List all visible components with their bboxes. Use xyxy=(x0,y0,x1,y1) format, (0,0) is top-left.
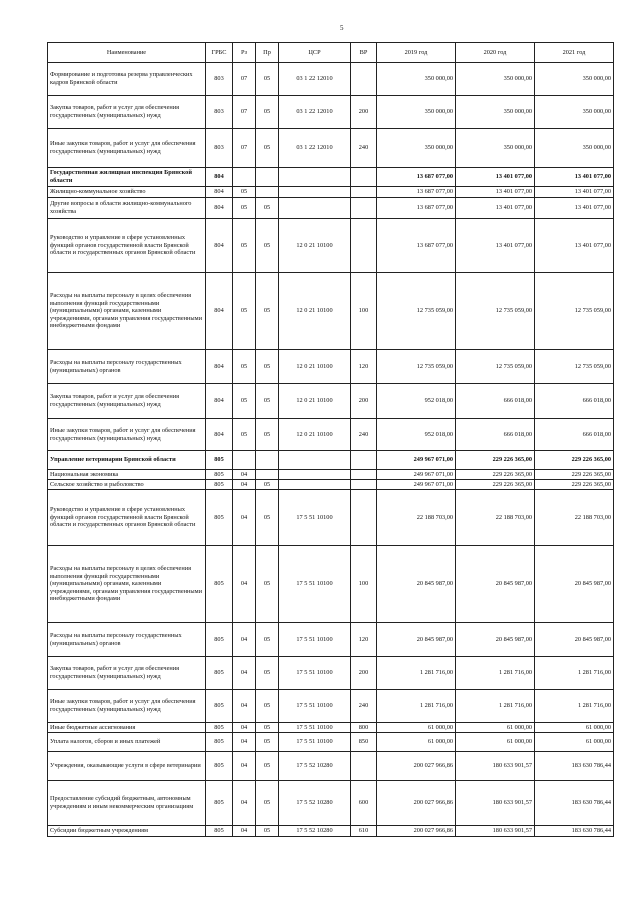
row-amount-2019: 61 000,00 xyxy=(377,733,456,752)
row-csr: 17 5 51 10100 xyxy=(279,546,351,623)
row-rz: 04 xyxy=(233,490,256,546)
row-amount-2021: 229 226 365,00 xyxy=(535,480,614,490)
row-rz: 05 xyxy=(233,350,256,384)
row-vr: 200 xyxy=(351,96,377,129)
table-row xyxy=(48,546,614,623)
row-pr: 05 xyxy=(256,752,279,781)
row-amount-2021: 61 000,00 xyxy=(535,733,614,752)
row-grbs: 805 xyxy=(206,723,233,733)
row-amount-2020: 180 633 901,57 xyxy=(456,826,535,837)
row-name: Формирование и подготовка резерва управленческих кадров Брянской области xyxy=(48,63,206,96)
header-2021: 2021 год xyxy=(535,43,614,63)
row-rz: 07 xyxy=(233,96,256,129)
row-pr xyxy=(256,168,279,187)
row-amount-2019: 350 000,00 xyxy=(377,63,456,96)
row-amount-2021: 1 281 716,00 xyxy=(535,690,614,723)
header-row xyxy=(48,43,614,63)
row-grbs: 804 xyxy=(206,198,233,219)
row-amount-2021: 666 018,00 xyxy=(535,419,614,451)
row-rz: 05 xyxy=(233,273,256,350)
row-csr: 17 5 52 10280 xyxy=(279,826,351,837)
row-grbs: 805 xyxy=(206,733,233,752)
row-csr xyxy=(279,187,351,198)
row-csr: 12 0 21 10100 xyxy=(279,273,351,350)
row-rz: 04 xyxy=(233,470,256,480)
row-amount-2020: 22 188 703,00 xyxy=(456,490,535,546)
row-amount-2019: 61 000,00 xyxy=(377,723,456,733)
row-amount-2021: 350 000,00 xyxy=(535,129,614,168)
row-amount-2019: 13 687 077,00 xyxy=(377,168,456,187)
row-pr: 05 xyxy=(256,96,279,129)
row-vr xyxy=(351,198,377,219)
row-grbs: 805 xyxy=(206,546,233,623)
row-amount-2020: 1 281 716,00 xyxy=(456,690,535,723)
row-amount-2021: 13 401 077,00 xyxy=(535,187,614,198)
row-amount-2020: 180 633 901,57 xyxy=(456,781,535,826)
row-pr xyxy=(256,187,279,198)
row-grbs: 803 xyxy=(206,63,233,96)
row-pr: 05 xyxy=(256,490,279,546)
row-grbs: 805 xyxy=(206,781,233,826)
row-amount-2019: 13 687 077,00 xyxy=(377,198,456,219)
row-grbs: 804 xyxy=(206,384,233,419)
row-grbs: 805 xyxy=(206,490,233,546)
row-name: Закупка товаров, работ и услуг для обеспечения государственных (муниципальных) нужд xyxy=(48,657,206,690)
table-body xyxy=(48,63,614,837)
row-csr: 12 0 21 10100 xyxy=(279,350,351,384)
row-vr: 610 xyxy=(351,826,377,837)
row-amount-2019: 12 735 059,00 xyxy=(377,273,456,350)
row-grbs: 804 xyxy=(206,350,233,384)
row-csr: 17 5 51 10100 xyxy=(279,690,351,723)
table-row xyxy=(48,187,614,198)
row-amount-2020: 350 000,00 xyxy=(456,63,535,96)
row-amount-2020: 350 000,00 xyxy=(456,129,535,168)
row-vr: 600 xyxy=(351,781,377,826)
row-pr: 05 xyxy=(256,384,279,419)
row-rz: 04 xyxy=(233,781,256,826)
row-amount-2020: 1 281 716,00 xyxy=(456,657,535,690)
row-vr: 240 xyxy=(351,690,377,723)
row-name: Руководство и управление в сфере установленных функций органов государственной власти Брянской области и государственных органов Брянской области xyxy=(48,219,206,273)
row-pr xyxy=(256,470,279,480)
row-rz: 05 xyxy=(233,198,256,219)
row-vr xyxy=(351,490,377,546)
row-grbs: 804 xyxy=(206,273,233,350)
row-amount-2020: 229 226 365,00 xyxy=(456,480,535,490)
row-pr: 05 xyxy=(256,546,279,623)
table-row xyxy=(48,733,614,752)
row-vr: 240 xyxy=(351,419,377,451)
row-name: Государственная жилищная инспекция Брянской области xyxy=(48,168,206,187)
row-amount-2021: 183 630 786,44 xyxy=(535,826,614,837)
row-csr xyxy=(279,451,351,470)
row-pr: 05 xyxy=(256,480,279,490)
row-grbs: 805 xyxy=(206,752,233,781)
row-vr xyxy=(351,752,377,781)
row-grbs: 804 xyxy=(206,219,233,273)
row-name: Расходы на выплаты персоналу государственных (муниципальных) органов xyxy=(48,350,206,384)
row-amount-2019: 20 845 987,00 xyxy=(377,546,456,623)
row-amount-2020: 666 018,00 xyxy=(456,419,535,451)
row-vr: 850 xyxy=(351,733,377,752)
row-amount-2020: 13 401 077,00 xyxy=(456,187,535,198)
table-row xyxy=(48,826,614,837)
row-pr: 05 xyxy=(256,657,279,690)
row-grbs: 803 xyxy=(206,129,233,168)
row-amount-2021: 183 630 786,44 xyxy=(535,781,614,826)
row-rz: 04 xyxy=(233,752,256,781)
row-amount-2021: 61 000,00 xyxy=(535,723,614,733)
row-rz: 04 xyxy=(233,723,256,733)
row-csr xyxy=(279,198,351,219)
table-row xyxy=(48,723,614,733)
row-amount-2020: 350 000,00 xyxy=(456,96,535,129)
row-amount-2020: 61 000,00 xyxy=(456,723,535,733)
row-csr: 17 5 52 10280 xyxy=(279,752,351,781)
row-amount-2019: 200 027 966,86 xyxy=(377,781,456,826)
row-rz: 04 xyxy=(233,623,256,657)
row-amount-2020: 13 401 077,00 xyxy=(456,198,535,219)
row-amount-2021: 13 401 077,00 xyxy=(535,219,614,273)
row-amount-2020: 20 845 987,00 xyxy=(456,623,535,657)
table-row xyxy=(48,168,614,187)
table-row xyxy=(48,451,614,470)
row-csr: 12 0 21 10100 xyxy=(279,419,351,451)
row-amount-2019: 249 967 071,00 xyxy=(377,480,456,490)
row-vr xyxy=(351,63,377,96)
row-name: Иные закупки товаров, работ и услуг для обеспечения государственных (муниципальных) нужд xyxy=(48,690,206,723)
row-csr: 03 1 22 12010 xyxy=(279,96,351,129)
row-pr: 05 xyxy=(256,690,279,723)
row-grbs: 805 xyxy=(206,623,233,657)
row-vr: 200 xyxy=(351,384,377,419)
row-name: Сельское хозяйство и рыболовство xyxy=(48,480,206,490)
row-grbs: 804 xyxy=(206,168,233,187)
row-amount-2021: 229 226 365,00 xyxy=(535,470,614,480)
row-name: Предоставление субсидий бюджетным, автономным учреждениям и иным некоммерческим организациям xyxy=(48,781,206,826)
row-csr: 17 5 51 10100 xyxy=(279,733,351,752)
row-csr xyxy=(279,470,351,480)
row-rz: 04 xyxy=(233,690,256,723)
row-csr: 17 5 51 10100 xyxy=(279,490,351,546)
row-csr: 17 5 51 10100 xyxy=(279,623,351,657)
row-amount-2021: 20 845 987,00 xyxy=(535,623,614,657)
table-row xyxy=(48,63,614,96)
row-amount-2021: 1 281 716,00 xyxy=(535,657,614,690)
row-amount-2019: 350 000,00 xyxy=(377,96,456,129)
row-amount-2021: 13 401 077,00 xyxy=(535,198,614,219)
row-grbs: 805 xyxy=(206,451,233,470)
table-row xyxy=(48,384,614,419)
row-amount-2019: 1 281 716,00 xyxy=(377,690,456,723)
header-rz: Рз xyxy=(233,43,256,63)
row-amount-2021: 13 401 077,00 xyxy=(535,168,614,187)
row-pr: 05 xyxy=(256,623,279,657)
row-vr: 200 xyxy=(351,657,377,690)
row-rz: 05 xyxy=(233,219,256,273)
table-row xyxy=(48,752,614,781)
row-vr xyxy=(351,219,377,273)
table-row xyxy=(48,198,614,219)
row-rz xyxy=(233,451,256,470)
row-amount-2019: 952 018,00 xyxy=(377,384,456,419)
row-amount-2019: 200 027 966,86 xyxy=(377,826,456,837)
row-rz xyxy=(233,168,256,187)
row-pr: 05 xyxy=(256,733,279,752)
row-rz: 04 xyxy=(233,546,256,623)
row-vr: 240 xyxy=(351,129,377,168)
row-name: Уплата налогов, сборов и иных платежей xyxy=(48,733,206,752)
row-vr: 800 xyxy=(351,723,377,733)
row-csr: 17 5 52 10280 xyxy=(279,781,351,826)
table-row xyxy=(48,219,614,273)
row-vr xyxy=(351,451,377,470)
row-rz: 05 xyxy=(233,419,256,451)
row-vr: 100 xyxy=(351,273,377,350)
header-name: Наименование xyxy=(48,43,206,63)
table-row xyxy=(48,490,614,546)
row-pr: 05 xyxy=(256,63,279,96)
row-amount-2021: 183 630 786,44 xyxy=(535,752,614,781)
header-vr: ВР xyxy=(351,43,377,63)
row-grbs: 803 xyxy=(206,96,233,129)
row-vr xyxy=(351,187,377,198)
row-vr xyxy=(351,480,377,490)
table-row xyxy=(48,470,614,480)
row-amount-2021: 229 226 365,00 xyxy=(535,451,614,470)
row-amount-2020: 13 401 077,00 xyxy=(456,168,535,187)
row-csr xyxy=(279,168,351,187)
row-csr: 03 1 22 12010 xyxy=(279,129,351,168)
row-pr: 05 xyxy=(256,723,279,733)
header-csr: ЦСР xyxy=(279,43,351,63)
row-amount-2020: 61 000,00 xyxy=(456,733,535,752)
row-grbs: 805 xyxy=(206,480,233,490)
header-pr: Пр xyxy=(256,43,279,63)
row-amount-2020: 229 226 365,00 xyxy=(456,451,535,470)
table-row xyxy=(48,781,614,826)
table-row xyxy=(48,480,614,490)
row-vr: 120 xyxy=(351,350,377,384)
row-amount-2019: 952 018,00 xyxy=(377,419,456,451)
row-rz: 05 xyxy=(233,384,256,419)
row-name: Учреждения, оказывающие услуги в сфере ветеринарии xyxy=(48,752,206,781)
row-amount-2019: 1 281 716,00 xyxy=(377,657,456,690)
row-amount-2021: 20 845 987,00 xyxy=(535,546,614,623)
row-amount-2021: 22 188 703,00 xyxy=(535,490,614,546)
row-amount-2020: 229 226 365,00 xyxy=(456,470,535,480)
row-name: Закупка товаров, работ и услуг для обеспечения государственных (муниципальных) нужд xyxy=(48,96,206,129)
row-pr: 05 xyxy=(256,273,279,350)
row-rz: 04 xyxy=(233,480,256,490)
row-name: Управление ветеринарии Брянской области xyxy=(48,451,206,470)
row-amount-2021: 12 735 059,00 xyxy=(535,350,614,384)
row-rz: 05 xyxy=(233,187,256,198)
row-amount-2020: 180 633 901,57 xyxy=(456,752,535,781)
row-rz: 04 xyxy=(233,657,256,690)
row-amount-2019: 249 967 071,00 xyxy=(377,451,456,470)
row-amount-2020: 13 401 077,00 xyxy=(456,219,535,273)
row-pr: 05 xyxy=(256,350,279,384)
row-name: Иные закупки товаров, работ и услуг для обеспечения государственных (муниципальных) нужд xyxy=(48,419,206,451)
row-grbs: 805 xyxy=(206,470,233,480)
row-amount-2019: 13 687 077,00 xyxy=(377,187,456,198)
row-grbs: 805 xyxy=(206,826,233,837)
row-amount-2020: 666 018,00 xyxy=(456,384,535,419)
row-vr: 120 xyxy=(351,623,377,657)
row-rz: 04 xyxy=(233,733,256,752)
row-amount-2019: 12 735 059,00 xyxy=(377,350,456,384)
row-rz: 04 xyxy=(233,826,256,837)
row-name: Закупка товаров, работ и услуг для обеспечения государственных (муниципальных) нужд xyxy=(48,384,206,419)
row-amount-2020: 20 845 987,00 xyxy=(456,546,535,623)
row-amount-2019: 22 188 703,00 xyxy=(377,490,456,546)
row-csr: 17 5 51 10100 xyxy=(279,723,351,733)
row-amount-2021: 666 018,00 xyxy=(535,384,614,419)
row-pr: 05 xyxy=(256,781,279,826)
row-csr: 12 0 21 10100 xyxy=(279,384,351,419)
table-row xyxy=(48,96,614,129)
row-amount-2020: 12 735 059,00 xyxy=(456,273,535,350)
row-amount-2019: 249 967 071,00 xyxy=(377,470,456,480)
row-csr: 12 0 21 10100 xyxy=(279,219,351,273)
row-amount-2021: 350 000,00 xyxy=(535,63,614,96)
row-amount-2019: 13 687 077,00 xyxy=(377,219,456,273)
row-vr xyxy=(351,470,377,480)
row-rz: 07 xyxy=(233,63,256,96)
row-name: Расходы на выплаты персоналу в целях обеспечения выполнения функций государственными (муниципальными) органами, казенными учреждениями, органами управления государственными внебюджетными фондами xyxy=(48,546,206,623)
row-name: Национальная экономика xyxy=(48,470,206,480)
page-number: 5 xyxy=(340,24,344,32)
row-rz: 07 xyxy=(233,129,256,168)
header-2019: 2019 год xyxy=(377,43,456,63)
row-name: Жилищно-коммунальное хозяйство xyxy=(48,187,206,198)
row-grbs: 805 xyxy=(206,690,233,723)
budget-table xyxy=(47,42,614,837)
table-row xyxy=(48,350,614,384)
row-csr: 03 1 22 12010 xyxy=(279,63,351,96)
row-pr xyxy=(256,451,279,470)
row-pr: 05 xyxy=(256,129,279,168)
row-name: Другие вопросы в области жилищно-коммунального хозяйства xyxy=(48,198,206,219)
row-vr: 100 xyxy=(351,546,377,623)
row-name: Субсидии бюджетным учреждениям xyxy=(48,826,206,837)
table-row xyxy=(48,690,614,723)
header-grbs: ГРБС xyxy=(206,43,233,63)
table-row xyxy=(48,129,614,168)
row-grbs: 804 xyxy=(206,419,233,451)
row-name: Расходы на выплаты персоналу в целях обеспечения выполнения функций государственными (муниципальными) органами, казенными учреждениями, органами управления государственными внебюджетными фондами xyxy=(48,273,206,350)
row-csr: 17 5 51 10100 xyxy=(279,657,351,690)
row-name: Иные закупки товаров, работ и услуг для обеспечения государственных (муниципальных) нужд xyxy=(48,129,206,168)
table-row xyxy=(48,419,614,451)
header-2020: 2020 год xyxy=(456,43,535,63)
row-pr: 05 xyxy=(256,198,279,219)
table-row xyxy=(48,623,614,657)
row-amount-2021: 350 000,00 xyxy=(535,96,614,129)
table-row xyxy=(48,657,614,690)
row-pr: 05 xyxy=(256,219,279,273)
row-amount-2020: 12 735 059,00 xyxy=(456,350,535,384)
row-grbs: 804 xyxy=(206,187,233,198)
row-grbs: 805 xyxy=(206,657,233,690)
row-amount-2019: 350 000,00 xyxy=(377,129,456,168)
row-vr xyxy=(351,168,377,187)
row-amount-2021: 12 735 059,00 xyxy=(535,273,614,350)
row-name: Иные бюджетные ассигнования xyxy=(48,723,206,733)
row-pr: 05 xyxy=(256,826,279,837)
row-amount-2019: 200 027 966,86 xyxy=(377,752,456,781)
table-row xyxy=(48,273,614,350)
row-name: Расходы на выплаты персоналу государственных (муниципальных) органов xyxy=(48,623,206,657)
row-pr: 05 xyxy=(256,419,279,451)
row-name: Руководство и управление в сфере установленных функций органов государственной власти Брянской области и государственных органов Брянской области xyxy=(48,490,206,546)
row-csr xyxy=(279,480,351,490)
row-amount-2019: 20 845 987,00 xyxy=(377,623,456,657)
